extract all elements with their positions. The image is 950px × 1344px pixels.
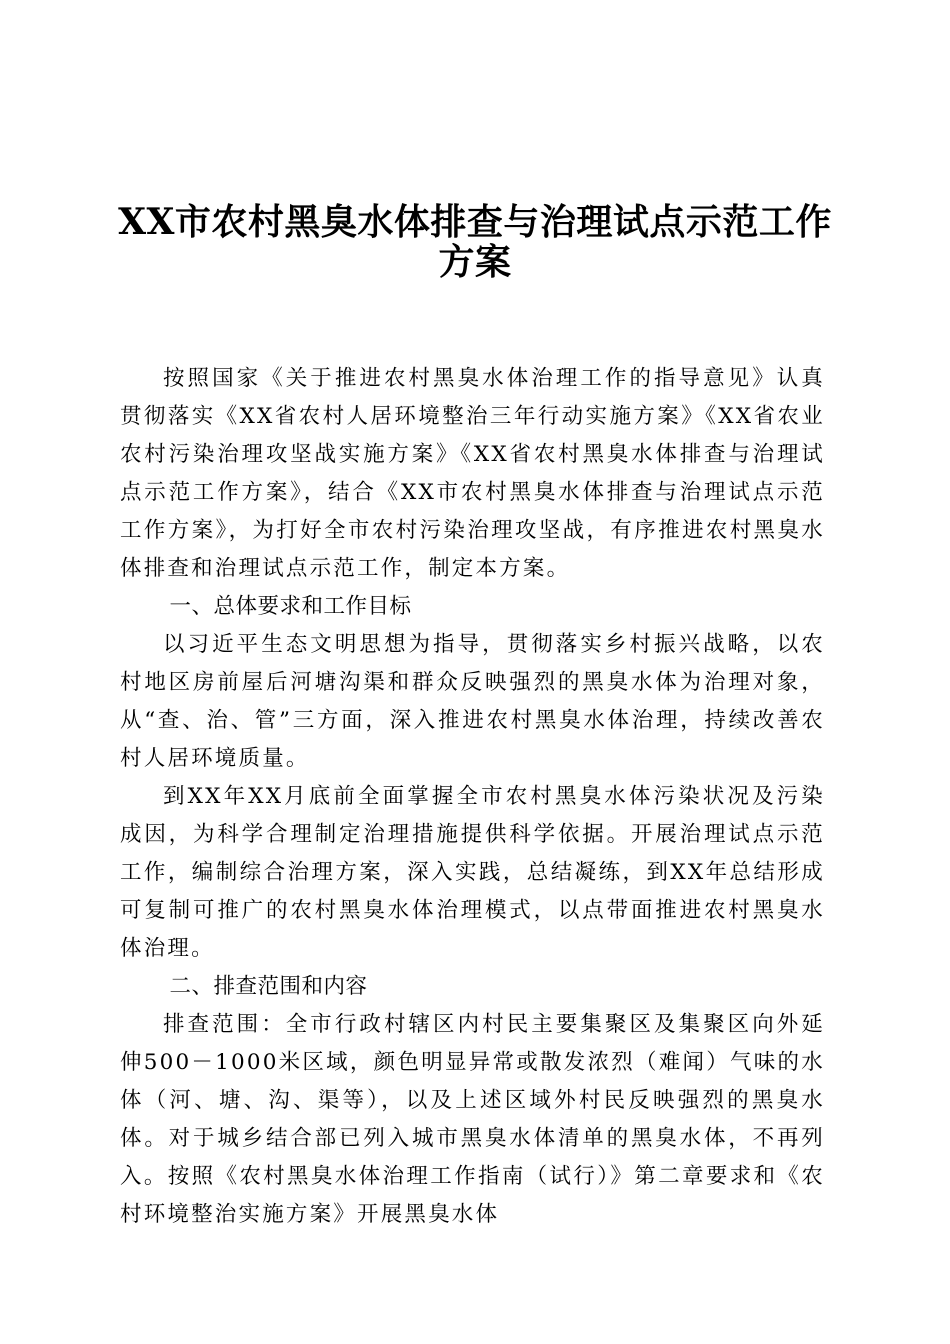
section-2-heading: 二、排查范围和内容 [169, 974, 368, 999]
document-title-line-1: XX市农村黑臭水体排查与治理试点示范工作 [118, 201, 832, 243]
section-1-paragraph-1: 以习近平生态文明思想为指导，贯彻落实乡村振兴战略，以农村地区房前屋后河塘沟渠和群众反映强烈的黑臭水体为治理对象，从“查、治、管”三方面，深入推进农村黑臭水体治理，持续改善农村人居环境质量。 [120, 632, 825, 771]
section-1-paragraph-2: 到XX年XX月底前全面掌握全市农村黑臭水体污染状况及污染成因，为科学合理制定治理措施提供科学依据。开展治理试点示范工作，编制综合治理方案，深入实践，总结凝练，到XX年总结形成可复制可推广的农村黑臭水体治理模式，以点带面推进农村黑臭水体治理。 [120, 784, 825, 961]
section-2-paragraph-1: 排查范围：全市行政村辖区内村民主要集聚区及集聚区向外延伸500－1000米区域，颜色明显异常或散发浓烈（难闻）气味的水体（河、塘、沟、渠等），以及上述区域外村民反映强烈的黑臭水体。对于城乡结合部已列入城市黑臭水体清单的黑臭水体，不再列入。按照《农村黑臭水体治理工作指南（试行）》第二章要求和《农村环境整治实施方案》开展黑臭水体 [120, 1012, 825, 1227]
intro-paragraph: 按照国家《关于推进农村黑臭水体治理工作的指导意见》认真贯彻落实《XX省农村人居环境整治三年行动实施方案》《XX省农业农村污染治理攻坚战实施方案》《XX省农村黑臭水体排查与治理试点示范工作方案》，结合《XX市农村黑臭水体排查与治理试点示范工作方案》，为打好全市农村污染治理攻坚战，有序推进农村黑臭水体排查和治理试点示范工作，制定本方案。 [120, 366, 825, 581]
document-title-line-2: 方案 [438, 241, 512, 283]
section-1-heading: 一、总体要求和工作目标 [169, 594, 412, 619]
document-body [120, 360, 825, 1234]
